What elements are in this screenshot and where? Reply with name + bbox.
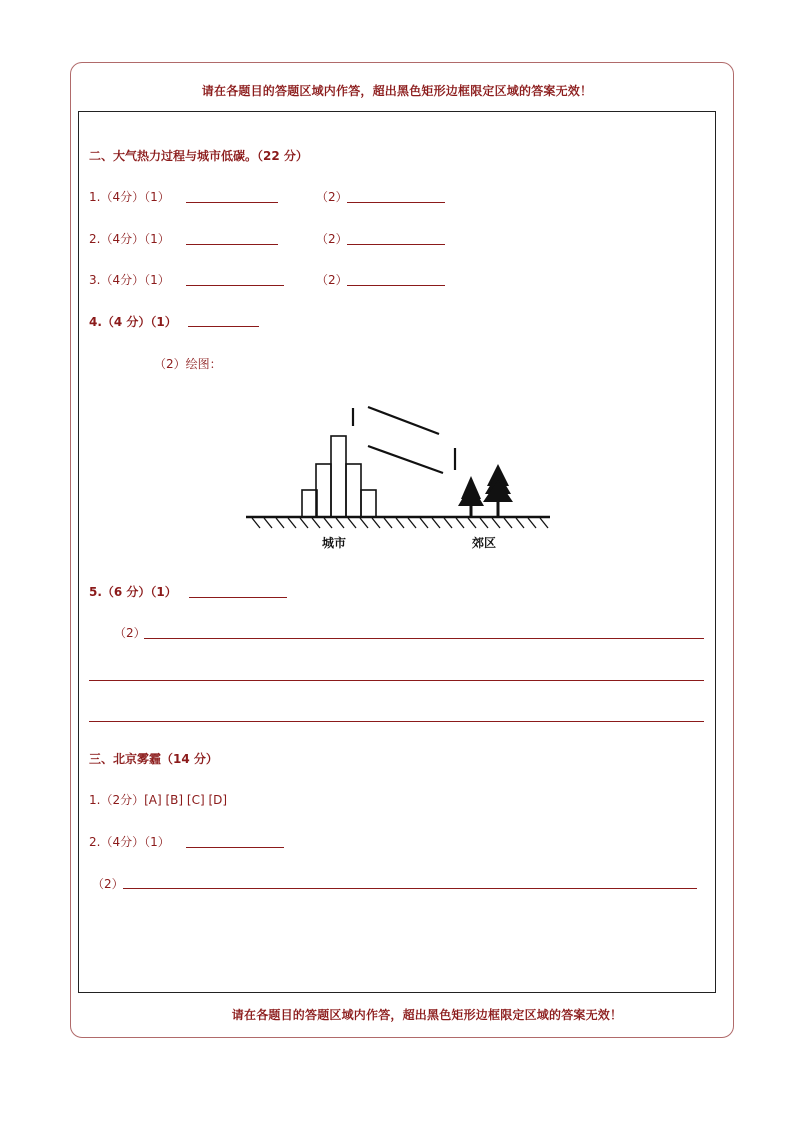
city-label: 城市 [322, 536, 347, 550]
city-suburb-diagram[interactable] [244, 400, 554, 564]
section2-title: 二、大气热力过程与城市低碳。（22 分） [89, 149, 308, 163]
section3-title: 三、北京雾霾（14 分） [89, 752, 218, 766]
suburb-label: 郊区 [472, 536, 497, 550]
q2-answer-2[interactable] [347, 244, 445, 245]
q2-answer-1[interactable] [186, 244, 278, 245]
q1-label: 1.（4分）（1） [89, 190, 170, 204]
s3-q2-answer-2[interactable] [123, 888, 697, 889]
q2-label: 2.（4分）（1） [89, 232, 170, 246]
q5-answer-1[interactable] [189, 597, 287, 598]
q5-part2-label: （2） [114, 626, 146, 640]
diagram-svg [244, 400, 554, 560]
s3-q2-answer-1[interactable] [186, 847, 284, 848]
top-notice: 请在各题目的答题区域内作答，超出黑色矩形边框限定区域的答案无效！ [201, 84, 593, 98]
q4-answer-1[interactable] [188, 326, 259, 327]
q3-answer-2[interactable] [347, 285, 445, 286]
q3-label: 3.（4分）（1） [89, 273, 170, 287]
tree-icon [458, 476, 484, 517]
tree-icon [483, 464, 513, 517]
q1-answer-1[interactable] [186, 202, 278, 203]
q4-label: 4.（4 分）（1） [89, 315, 177, 329]
s3-q2-label: 2.（4分）（1） [89, 835, 170, 849]
city-buildings [302, 436, 376, 517]
suburb-trees [458, 464, 513, 517]
q5-label: 5.（6 分）（1） [89, 585, 177, 599]
s3-q2-part2-label: （2） [92, 877, 124, 891]
q5-answer-2-line1[interactable] [144, 638, 704, 639]
bottom-notice: 请在各题目的答题区域内作答，超出黑色矩形边框限定区域的答案无效！ [231, 1008, 623, 1022]
ground-line [246, 517, 550, 528]
q4-part2-label: （2）绘图： [154, 357, 222, 371]
q3-answer-1[interactable] [186, 285, 284, 286]
q5-answer-2-line3[interactable] [89, 721, 704, 722]
q1-part2-label: （2） [316, 190, 348, 204]
circulation-lines [353, 407, 455, 473]
q3-part2-label: （2） [316, 273, 348, 287]
q1-answer-2[interactable] [347, 202, 445, 203]
q5-answer-2-line2[interactable] [89, 680, 704, 681]
q2-part2-label: （2） [316, 232, 348, 246]
s3-q1-options[interactable]: 1.（2分）[A] [B] [C] [D] [89, 793, 228, 807]
